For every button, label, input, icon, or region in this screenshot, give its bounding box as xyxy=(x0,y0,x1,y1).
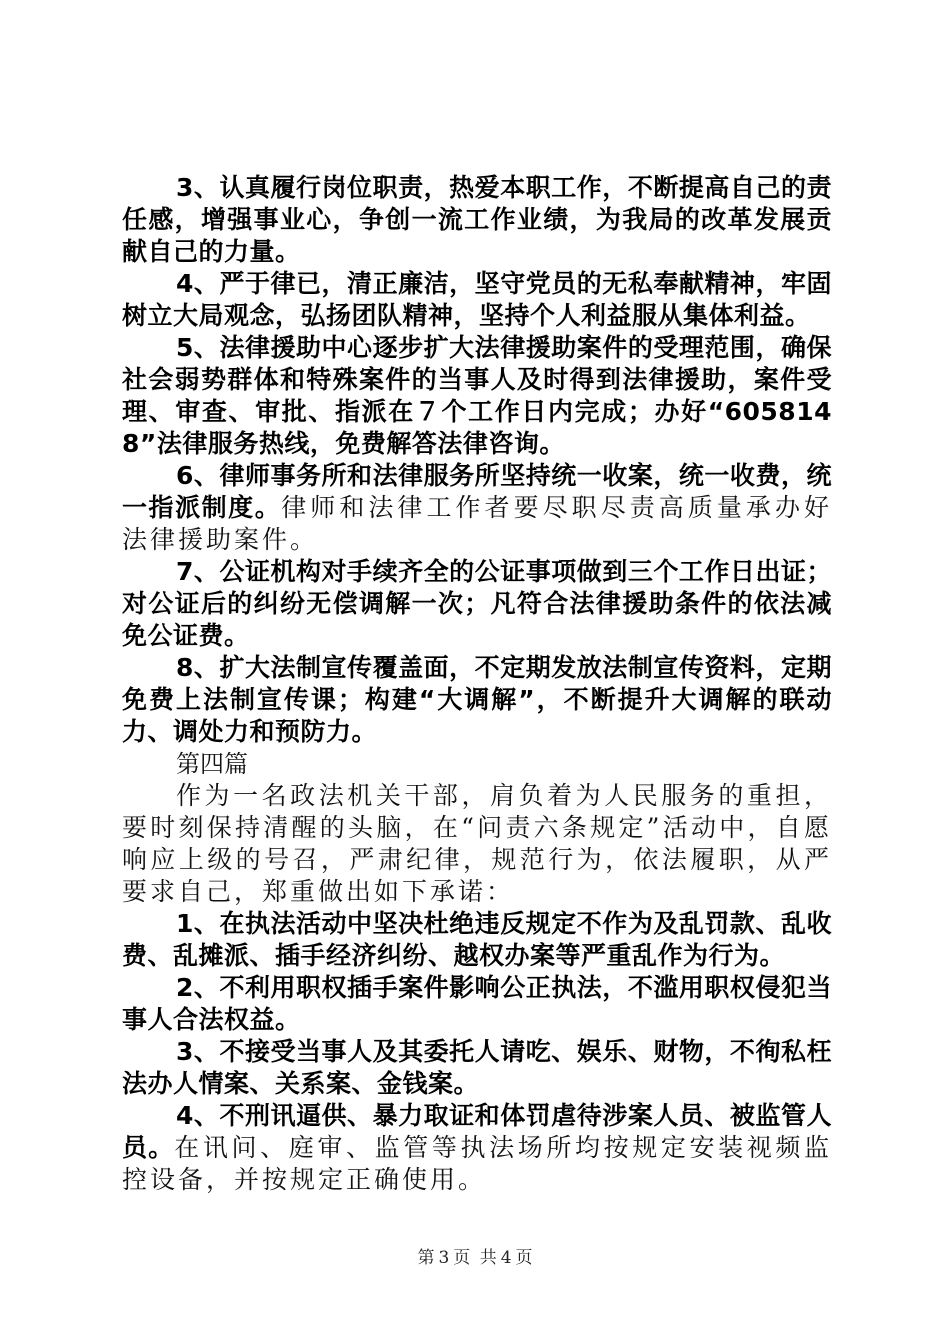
paragraph-4: 4、严于律已，清正廉洁，坚守党员的无私奉献精神，牢固树立大局观念，弘扬团队精神，坚持个人利益服从集体利益。 xyxy=(122,269,832,330)
footer-total-label: 共 xyxy=(479,1248,497,1268)
footer-page-current: 3 xyxy=(438,1248,450,1268)
paragraph-6-continued: 律师和法律工作者要尽职尽责高质量承办好法律援助案件。 xyxy=(122,493,832,554)
paragraph-6 xyxy=(122,460,832,556)
paragraph-3: 3、认真履行岗位职责，热爱本职工作，不断提高自己的责任感，增强事业心，争创一流工作业绩，为我局的改革发展贡献自己的力量。 xyxy=(122,173,832,266)
section-intro: 作为一名政法机关干部，肩负着为人民服务的重担，要时刻保持清醒的头脑，在“问责六条规定”活动中，自愿响应上级的号召，严肃纪律，规范行为，依法履职，从严要求自己，郑重做出如下承诺： xyxy=(122,781,832,906)
commitment-4-main: 4、不刑讯逼供、暴力取证和体罚虐待涉案人员、被监管人员。 xyxy=(122,1101,832,1162)
footer-page-unit: 页 xyxy=(453,1248,471,1268)
paragraph-5: 5、法律援助中心逐步扩大法律援助案件的受理范围，确保社会弱势群体和特殊案件的当事人及时得到法律援助，案件受理、审查、审批、指派在７个工作日内完成；办好“6058148”法律服务热线，免费解答法律咨询。 xyxy=(122,333,832,458)
commitment-3: 3、不接受当事人及其委托人请吃、娱乐、财物，不徇私枉法办人情案、关系案、金钱案。 xyxy=(122,1037,832,1098)
section-heading: 第四篇 xyxy=(176,750,248,778)
page-footer xyxy=(0,1243,950,1268)
document-body xyxy=(122,172,832,1196)
commitment-1: 1、在执法活动中坚决杜绝违反规定不作为及乱罚款、乱收费、乱摊派、插手经济纠纷、越权办案等严重乱作为行为。 xyxy=(122,909,832,970)
paragraph-6-main: 6、律师事务所和法律服务所坚持统一收案，统一收费，统一指派制度。 xyxy=(122,461,832,522)
commitment-4-continued: 在讯问、庭审、监管等执法场所均按规定安装视频监控设备，并按规定正确使用。 xyxy=(122,1133,832,1194)
footer-total-unit: 页 xyxy=(515,1248,533,1268)
footer-page-label: 第 xyxy=(417,1248,435,1268)
paragraph-8: 8、扩大法制宣传覆盖面，不定期发放法制宣传资料，定期免费上法制宣传课；构建“大调解”，不断提升大调解的联动力、调处力和预防力。 xyxy=(122,653,832,746)
paragraph-7: 7、公证机构对手续齐全的公证事项做到三个工作日出证；对公证后的纠纷无偿调解一次；凡符合法律援助条件的依法减免公证费。 xyxy=(122,557,832,650)
footer-page-total: 4 xyxy=(500,1248,512,1268)
commitment-4 xyxy=(122,1100,832,1196)
commitment-2: 2、不利用职权插手案件影响公正执法，不滥用职权侵犯当事人合法权益。 xyxy=(122,973,832,1034)
